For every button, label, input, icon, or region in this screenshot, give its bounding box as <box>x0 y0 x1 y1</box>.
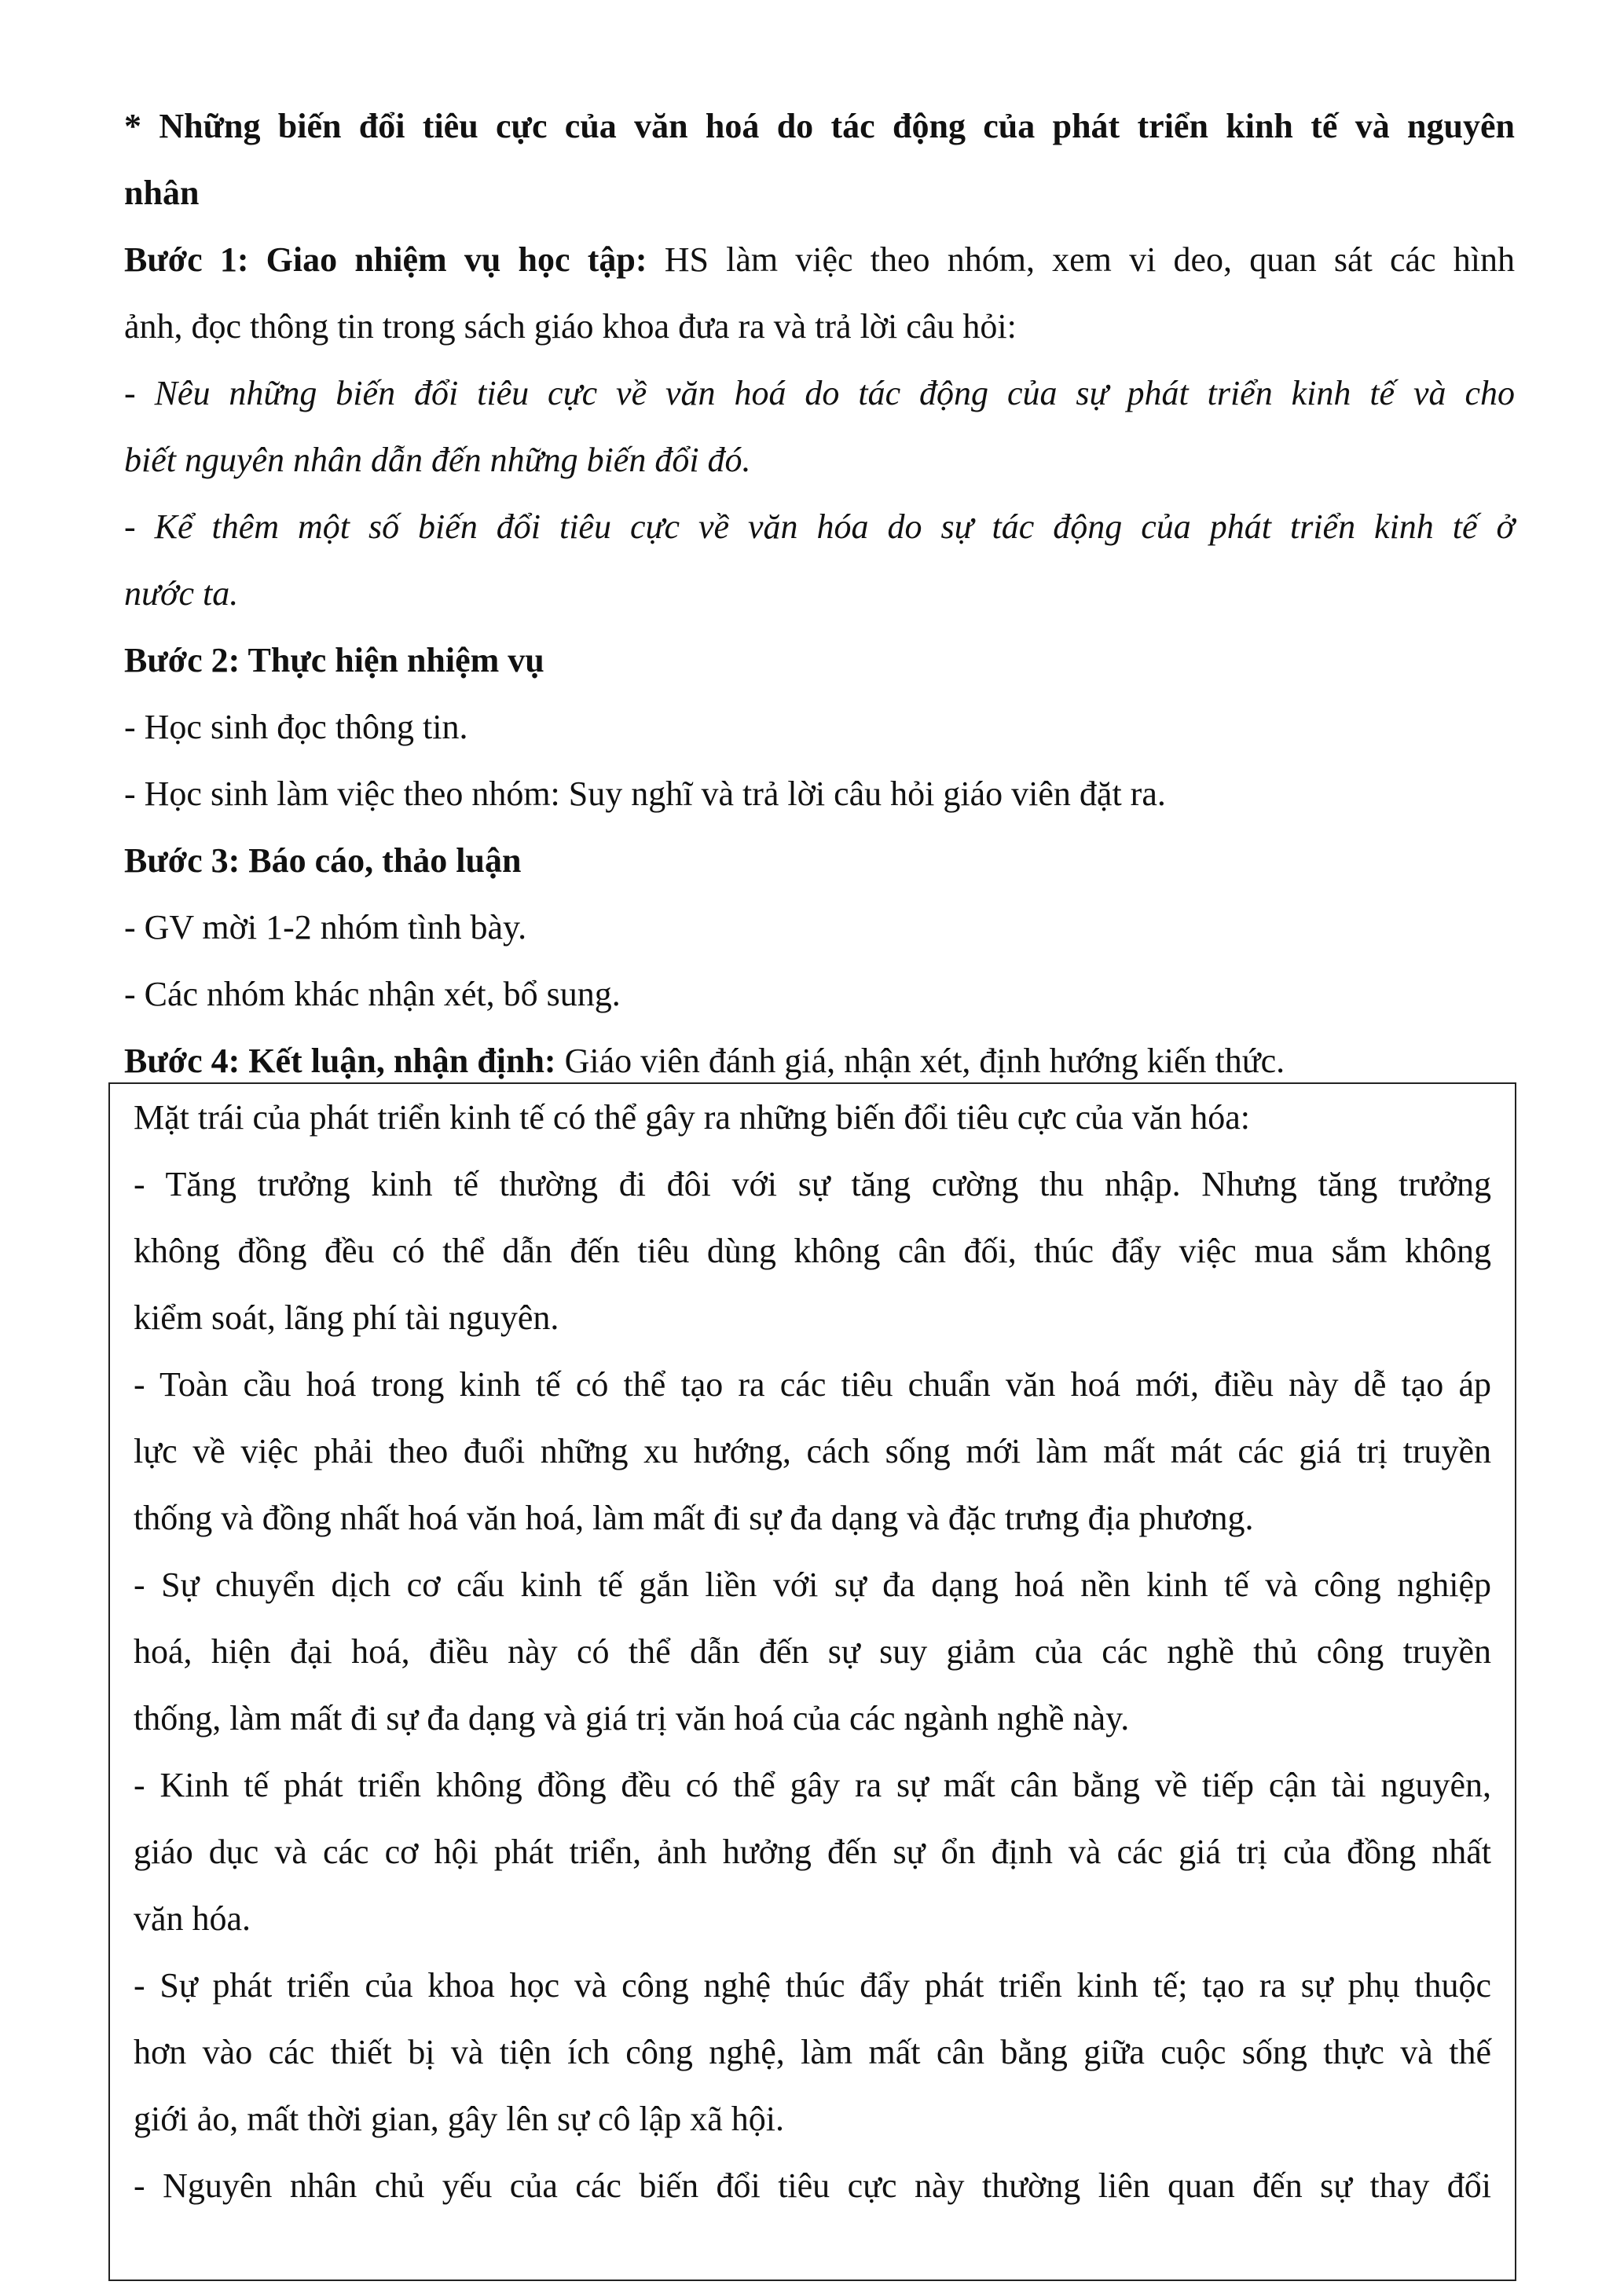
box-line: giáo dục và các cơ hội phát triển, ảnh hưởng đến sự ổn định và các giá trị của đồng nhất <box>134 1833 1491 1871</box>
box-line: thống và đồng nhất hoá văn hoá, làm mất đi sự đa dạng và đặc trưng địa phương. <box>134 1499 1254 1537</box>
box-line: - Kinh tế phát triển không đồng đều có thể gây ra sự mất cân bằng về tiếp cận tài nguyên, <box>134 1766 1491 1804</box>
box-line: hoá, hiện đại hoá, điều này có thể dẫn đến sự suy giảm của các nghề thủ công truyền <box>134 1632 1491 1671</box>
step1-text-1: HS làm việc theo nhóm, xem vi deo, quan sát các hình <box>647 240 1516 279</box>
step1-question-2-line-1: - Kể thêm một số biến đổi tiêu cực về văn hóa do sự tác động của phát triển kinh tế ở <box>124 507 1515 546</box>
section-heading-line-1: * Những biến đổi tiêu cực của văn hoá do tác động của phát triển kinh tế và nguyên <box>124 107 1515 145</box>
step2-item-1: - Học sinh đọc thông tin. <box>124 708 468 746</box>
box-line: kiểm soát, lãng phí tài nguyên. <box>134 1298 559 1337</box>
box-line-intro: Mặt trái của phát triển kinh tế có thể gây ra những biến đổi tiêu cực của văn hóa: <box>134 1098 1250 1137</box>
box-line: lực về việc phải theo đuổi những xu hướng, cách sống mới làm mất mát các giá trị truyền <box>134 1432 1491 1470</box>
step1-question-2-line-2: nước ta. <box>124 574 239 613</box>
step4-text: Giáo viên đánh giá, nhận xét, định hướng kiến thức. <box>555 1042 1285 1080</box>
step1-question-1-line-2: biết nguyên nhân dẫn đến những biến đổi đó. <box>124 441 751 479</box>
step1-text-2: ảnh, đọc thông tin trong sách giáo khoa đưa ra và trả lời câu hỏi: <box>124 307 1017 346</box>
box-line: - Tăng trưởng kinh tế thường đi đôi với sự tăng cường thu nhập. Nhưng tăng trưởng <box>134 1165 1491 1203</box>
box-line: giới ảo, mất thời gian, gây lên sự cô lập xã hội. <box>134 2100 784 2138</box>
box-line: - Sự phát triển của khoa học và công nghệ thúc đẩy phát triển kinh tế; tạo ra sự phụ thuộc <box>134 1966 1491 2005</box>
section-heading-line-2: nhân <box>124 174 200 212</box>
document-body <box>124 93 1515 1094</box>
step1-label: Bước 1: Giao nhiệm vụ học tập: <box>124 240 647 279</box>
step3-label: Bước 3: Báo cáo, thảo luận <box>124 841 522 880</box>
step1-line-1 <box>124 226 1515 293</box>
step4-label: Bước 4: Kết luận, nhận định: <box>124 1042 556 1080</box>
box-line: - Toàn cầu hoá trong kinh tế có thể tạo ra các tiêu chuẩn văn hoá mới, điều này dễ tạo áp <box>134 1365 1491 1404</box>
conclusion-box <box>108 1082 1516 2281</box>
step3-item-1: - GV mời 1-2 nhóm tình bày. <box>124 908 527 947</box>
step3-item-2: - Các nhóm khác nhận xét, bổ sung. <box>124 975 621 1013</box>
step2-label: Bước 2: Thực hiện nhiệm vụ <box>124 641 544 679</box>
box-line: - Nguyên nhân chủ yếu của các biến đổi tiêu cực này thường liên quan đến sự thay đổi <box>134 2166 1491 2205</box>
box-line: văn hóa. <box>134 1899 251 1938</box>
step2-item-2: - Học sinh làm việc theo nhóm: Suy nghĩ và trả lời câu hỏi giáo viên đặt ra. <box>124 774 1166 813</box>
box-line: thống, làm mất đi sự đa dạng và giá trị văn hoá của các ngành nghề này. <box>134 1699 1130 1738</box>
box-line: không đồng đều có thể dẫn đến tiêu dùng không cân đối, thúc đẩy việc mua sắm không <box>134 1232 1491 1270</box>
box-line: - Sự chuyển dịch cơ cấu kinh tế gắn liền với sự đa dạng hoá nền kinh tế và công nghiệp <box>134 1565 1491 1604</box>
step1-question-1-line-1: - Nêu những biến đổi tiêu cực về văn hoá do tác động của sự phát triển kinh tế và cho <box>124 374 1515 412</box>
box-line: hơn vào các thiết bị và tiện ích công nghệ, làm mất cân bằng giữa cuộc sống thực và thế <box>134 2033 1491 2071</box>
